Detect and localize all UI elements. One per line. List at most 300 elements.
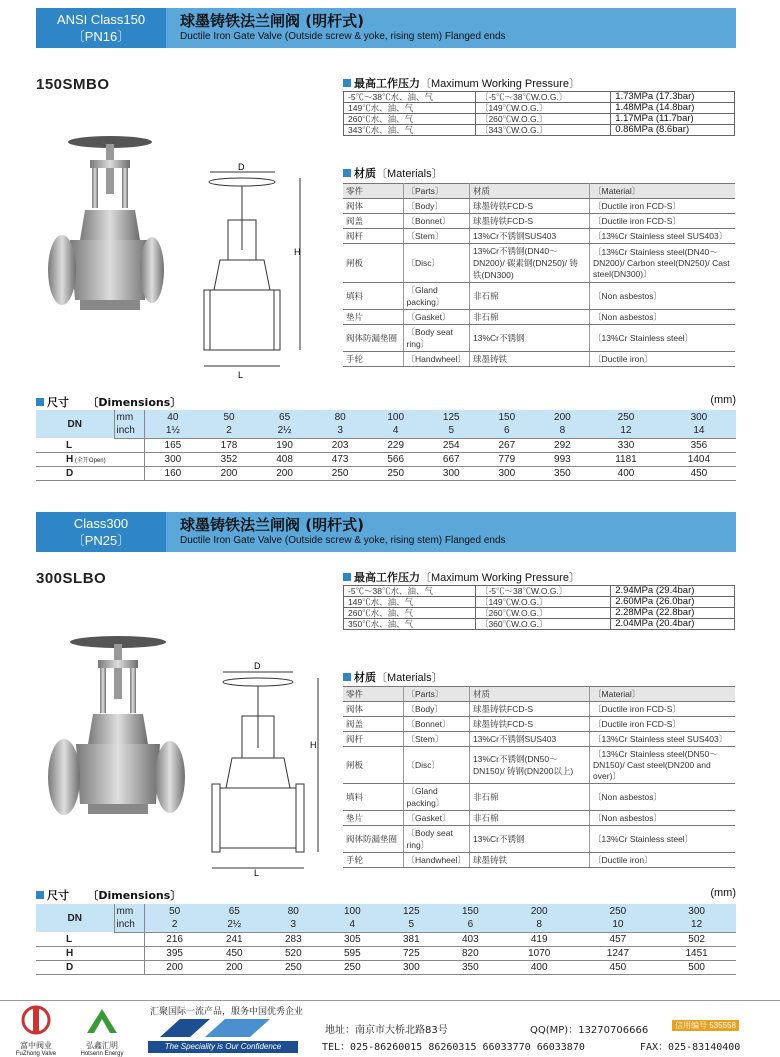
pressure-value: 2.28MPa (22.8bar) [611,608,735,619]
material-cn: 球墨铸铁FCD-S [470,702,590,717]
valve-drawing-2-svg [198,658,328,878]
section2-dimensions-heading: 尺寸 〔Dimensions〕 (mm) [36,887,736,903]
dim-inch-value: 1½ [144,424,201,438]
dim-inch-value: 8 [535,424,591,438]
dim-value: 667 [423,452,479,466]
dim-mm-row [36,904,736,918]
material-cn: 13%Cr不锈钢(DN50～DN150)/ 铸钢(DN200以上) [470,747,590,784]
dim-mm-value: 300 [662,410,736,424]
dim-value: 203 [312,438,368,452]
material-en: 〔13%Cr Stainless steel〕 [590,826,735,853]
materials-column-header: 材质 [470,184,590,199]
class-label: ANSI Class150 [56,12,146,27]
dim-value: 381 [382,932,441,946]
dim-value: 160 [144,466,201,480]
dim-mm-row [36,410,736,424]
materials-row [343,352,735,367]
section2-model: 300SLBO [36,570,107,587]
dim-value: 300 [423,466,479,480]
materials-row [343,747,735,784]
footer-address: 地址：南京市大桥北路83号 [325,1025,448,1036]
part-cn: 手轮 [343,853,403,868]
section1-title-en: Ductile Iron Gate Valve (Outside screw & yoke, rising stem) Flanged ends [180,31,506,42]
pressure-row [344,92,735,103]
material-en: 〔13%Cr Stainless steel SUS403〕 [590,732,735,747]
footer-tagline: The Speciality is Our Confidence [148,1041,298,1053]
part-cn: 垫片 [343,310,403,325]
materials-column-header: 〔Parts〕 [403,184,470,199]
section2-pressure-table [343,585,735,630]
part-en: 〔Handwheel〕 [403,352,470,367]
pressure-value: 2.04MPa (20.4bar) [611,619,735,630]
section1-pressure-heading: 最高工作压力〔Maximum Working Pressure〕 [343,75,580,91]
dim-inch-value: 5 [423,424,479,438]
materials-row [343,732,735,747]
dim-mm-value: 50 [201,410,257,424]
drawing-2-d-label: D [254,661,261,671]
section2-class-tag [36,512,166,552]
dim-value: 300 [144,452,201,466]
section2-dimensions-table [36,904,736,975]
pressure-value: 1.17MPa (11.7bar) [611,114,735,125]
dim-mm-value: 250 [579,904,658,918]
footer-slogan: 汇聚国际一流产品，服务中国优秀企业 [150,1007,304,1017]
pressure-condition-cn: 149℃水、油、气 [344,597,476,608]
dim-row-name: H [66,453,74,465]
material-cn: 非石棉 [470,283,590,310]
logo2-en: Hotsenn Energy [80,1051,124,1057]
square-bullet-icon [343,169,351,177]
logo1-en: FuZhong Valve [15,1051,57,1057]
pressure-value: 2.94MPa (29.4bar) [611,586,735,597]
dim-inch-value: 3 [312,424,368,438]
dim-row [36,466,736,480]
materials-row [343,214,735,229]
pressure-condition-en: 〔-5℃～38℃W.O.G.〕 [475,586,610,597]
dim-row-name: L [66,933,73,945]
footer [0,1000,780,1057]
materials-row [343,310,735,325]
logo1-cn: 富中阀业 [20,1041,52,1050]
pressure-condition-en: 〔260℃W.O.G.〕 [475,114,610,125]
dim-row [36,452,736,466]
dim-value: 457 [579,932,658,946]
dim-value: 1404 [662,452,736,466]
dim-value: 500 [657,960,736,974]
dim-value: 403 [441,932,500,946]
dim-inch-value: 6 [479,424,535,438]
dim-value: 216 [144,932,205,946]
material-cn: 13%Cr不锈钢SUS403 [470,732,590,747]
dim-value: 330 [590,438,662,452]
materials-column-header: 〔Material〕 [590,687,735,702]
dim-value: 267 [479,438,535,452]
material-cn: 13%Cr不锈钢 [470,325,590,352]
pressure-condition-cn: -5℃～38℃水、油、气 [344,586,476,597]
pressure-value: 0.86MPa (8.6bar) [611,125,735,136]
part-cn: 阀杆 [343,229,403,244]
materials-row [343,784,735,811]
pressure-condition-cn: 149℃水、油、气 [344,103,476,114]
dim-mm-value: 80 [264,904,323,918]
materials-row [343,199,735,214]
dim-value: 419 [500,932,579,946]
dim-mm-value: 100 [368,410,424,424]
part-en: 〔Handwheel〕 [403,853,470,868]
material-en: 〔13%Cr Stainless steel〕 [590,325,735,352]
dim-inch-value: 2 [201,424,257,438]
dim-mm-label: mm [114,904,144,918]
dim-value: 250 [368,466,424,480]
square-bullet-icon [343,573,351,581]
section2-materials-table [343,686,735,868]
material-cn: 球墨铸铁 [470,352,590,367]
dim-mm-value: 125 [423,410,479,424]
material-cn: 非石棉 [470,811,590,826]
dim-dn-label: DN [36,904,114,932]
materials-row [343,717,735,732]
square-bullet-icon [36,398,44,406]
dim-value: 473 [312,452,368,466]
material-en: 〔13%Cr Stainless steel(DN50～DN150)/ Cast steel(DN200 and over)〕 [590,747,735,784]
pressure-row [344,597,735,608]
dim-row-name: D [66,467,74,479]
dim-inch-row [36,918,736,932]
pn-label: 〔PN16〕 [71,29,131,44]
pressure-value: 2.60MPa (26.0bar) [611,597,735,608]
dim-dn-label: DN [36,410,114,438]
section1-dimensions-heading: 尺寸 〔Dimensions〕 (mm) [36,394,736,410]
material-cn: 球墨铸铁FCD-S [470,199,590,214]
dim-value: 356 [662,438,736,452]
materials-row [343,811,735,826]
dim-value: 200 [201,466,257,480]
materials-column-header: 零件 [343,184,403,199]
part-en: 〔Disc〕 [403,244,470,283]
dim-inch-row [36,424,736,438]
material-en: 〔Ductile iron FCD-S〕 [590,214,735,229]
dim-row-label [36,452,144,466]
dim-mm-value: 250 [590,410,662,424]
dim-row [36,438,736,452]
material-cn: 球墨铸铁FCD-S [470,717,590,732]
pressure-condition-cn: 260℃水、油、气 [344,114,476,125]
part-cn: 阀体防漏垫圈 [343,826,403,853]
part-en: 〔Gland packing〕 [403,283,470,310]
part-en: 〔Gasket〕 [403,310,470,325]
material-cn: 非石棉 [470,784,590,811]
part-cn: 填料 [343,283,403,310]
dim-inch-value: 3 [264,918,323,932]
pressure-value: 1.48MPa (14.8bar) [611,103,735,114]
dim-value: 400 [500,960,579,974]
dim-value: 229 [368,438,424,452]
square-bullet-icon [343,79,351,87]
pressure-condition-cn: 260℃水、油、气 [344,608,476,619]
part-en: 〔Body〕 [403,702,470,717]
material-cn: 13%Cr不锈钢SUS403 [470,229,590,244]
dim-value: 566 [368,452,424,466]
dim-value: 165 [144,438,201,452]
square-bullet-icon [36,891,44,899]
dim-value: 1247 [579,946,658,960]
pressure-condition-cn: -5℃～38℃水、油、气 [344,92,476,103]
dim-row-name: L [66,439,73,451]
dim-value: 283 [264,932,323,946]
materials-column-header: 〔Parts〕 [403,687,470,702]
dim-value: 779 [479,452,535,466]
dim-value: 200 [205,960,264,974]
dim-mm-value: 125 [382,904,441,918]
logo-fuzhong [6,1005,66,1057]
valve-photo-2-svg [38,632,188,822]
dim-row-label [36,960,144,974]
dim-mm-value: 40 [144,410,201,424]
part-en: 〔Gland packing〕 [403,784,470,811]
dim-inch-value: 4 [323,918,382,932]
valve-drawing-1-svg [190,160,310,380]
square-bullet-icon [343,673,351,681]
valve-photo-2 [38,632,188,822]
pn-label: 〔PN25〕 [71,533,131,548]
dim-row-label [36,932,144,946]
dim-inch-value: 2 [144,918,205,932]
credit-badge: 信用编号 535558 [672,1020,739,1031]
section2-title-cn: 球墨铸铁法兰闸阀 (明杆式) [180,516,364,534]
dim-value: 250 [264,960,323,974]
dim-value: 820 [441,946,500,960]
materials-row [343,826,735,853]
material-cn: 13%Cr不锈钢(DN40～DN200)/ 碳素钢(DN250)/ 铸铁(DN300) [470,244,590,283]
part-cn: 垫片 [343,811,403,826]
dim-unit: (mm) [710,394,736,406]
materials-column-header: 零件 [343,687,403,702]
pressure-row [344,586,735,597]
dim-mm-value: 80 [312,410,368,424]
part-cn: 阀体防漏垫圈 [343,325,403,352]
pressure-condition-en: 〔343℃W.O.G.〕 [475,125,610,136]
dim-value: 305 [323,932,382,946]
part-en: 〔Bonnet〕 [403,214,470,229]
dim-row-label [36,438,144,452]
dim-row-name: D [66,961,74,973]
logo2-cn: 弘鑫汇明 [86,1041,118,1050]
part-cn: 阀体 [343,702,403,717]
dim-inch-value: 4 [368,424,424,438]
dim-inch-label: inch [114,918,144,932]
dim-inch-label: inch [114,424,144,438]
dim-inch-value: 2½ [257,424,313,438]
materials-column-header: 材质 [470,687,590,702]
dim-value: 200 [257,466,313,480]
dim-mm-value: 200 [500,904,579,918]
part-en: 〔Stem〕 [403,229,470,244]
material-cn: 非石棉 [470,310,590,325]
dim-mm-value: 65 [205,904,264,918]
materials-row [343,244,735,283]
dim-mm-value: 100 [323,904,382,918]
section2-pressure-heading: 最高工作压力〔Maximum Working Pressure〕 [343,569,580,585]
dim-value: 241 [205,932,264,946]
dim-row [36,960,736,974]
pressure-condition-en: 〔-5℃～38℃W.O.G.〕 [475,92,610,103]
part-en: 〔Stem〕 [403,732,470,747]
drawing-1-l-label: L [238,370,244,380]
drawing-1-d-label: D [238,162,245,172]
dim-value: 450 [662,466,736,480]
dim-value: 520 [264,946,323,960]
class-label: Class300 [73,516,129,531]
part-cn: 阀盖 [343,717,403,732]
dim-value: 400 [590,466,662,480]
dim-mm-value: 200 [535,410,591,424]
part-cn: 阀杆 [343,732,403,747]
dim-value: 408 [257,452,313,466]
pressure-condition-en: 〔149℃W.O.G.〕 [475,597,610,608]
valve-drawing-2 [198,658,328,878]
section1-materials-heading: 材质〔Materials〕 [343,165,443,181]
dim-value: 450 [579,960,658,974]
material-en: 〔Ductile iron〕 [590,352,735,367]
dim-mm-value: 150 [441,904,500,918]
material-en: 〔13%Cr Stainless steel(DN40～DN200)/ Carbon steel(DN250)/ Cast steel(DN300)〕 [590,244,735,283]
drawing-1-h-label: H [294,247,301,257]
dim-inch-value: 6 [441,918,500,932]
section1-pressure-table [343,91,735,136]
dim-mm-label: mm [114,410,144,424]
fuzhong-logo-icon [16,1005,56,1035]
pressure-row [344,103,735,114]
dim-mm-value: 300 [657,904,736,918]
dim-row-name: H [66,947,74,959]
pressure-value: 1.73MPa (17.3bar) [611,92,735,103]
dim-row-label [36,946,144,960]
section1-materials-table [343,183,735,367]
dim-row-label [36,466,144,480]
dim-value: 450 [205,946,264,960]
footer-qq: QQ(MP)：13270706666 [530,1025,649,1036]
dim-inch-value: 12 [590,424,662,438]
dim-row [36,946,736,960]
dim-mm-value: 150 [479,410,535,424]
materials-header-row [343,184,735,199]
dim-mm-value: 50 [144,904,205,918]
materials-column-header: 〔Material〕 [590,184,735,199]
material-cn: 球墨铸铁 [470,853,590,868]
part-cn: 闸板 [343,747,403,784]
valve-drawing-1 [190,160,310,380]
dim-unit: (mm) [710,887,736,899]
part-en: 〔Gasket〕 [403,811,470,826]
material-en: 〔Non asbestos〕 [590,283,735,310]
material-en: 〔Ductile iron FCD-S〕 [590,199,735,214]
pressure-row [344,125,735,136]
section1-class-tag [36,8,166,48]
materials-row [343,325,735,352]
section2-materials-heading: 材质〔Materials〕 [343,669,443,685]
dim-value: 1070 [500,946,579,960]
dim-inch-value: 14 [662,424,736,438]
valve-photo-1-svg [40,130,165,320]
pressure-condition-cn: 350℃水、油、气 [344,619,476,630]
part-cn: 手轮 [343,352,403,367]
materials-row [343,229,735,244]
part-en: 〔Body〕 [403,199,470,214]
dim-value: 395 [144,946,205,960]
part-en: 〔Body seat ring〕 [403,325,470,352]
dim-inch-value: 8 [500,918,579,932]
footer-fax: FAX：025-83140400 [640,1042,741,1053]
materials-row [343,283,735,310]
part-cn: 填料 [343,784,403,811]
pressure-condition-cn: 343℃水、油、气 [344,125,476,136]
dim-row [36,932,736,946]
pressure-condition-en: 〔149℃W.O.G.〕 [475,103,610,114]
material-en: 〔Non asbestos〕 [590,811,735,826]
material-en: 〔Non asbestos〕 [590,784,735,811]
drawing-2-h-label: H [310,740,317,750]
dim-value: 350 [441,960,500,974]
pressure-condition-en: 〔360℃W.O.G.〕 [475,619,610,630]
part-cn: 阀盖 [343,214,403,229]
dim-value: 190 [257,438,313,452]
pressure-row [344,114,735,125]
dim-value: 502 [657,932,736,946]
material-en: 〔Ductile iron〕 [590,853,735,868]
material-en: 〔Non asbestos〕 [590,310,735,325]
materials-row [343,702,735,717]
dim-inch-value: 10 [579,918,658,932]
dim-value: 725 [382,946,441,960]
dim-inch-value: 2½ [205,918,264,932]
brand-logo-icon [150,1017,290,1039]
footer-tel: TEL：025-86260015 86260315 66033770 66033870 [322,1042,585,1053]
part-en: 〔Disc〕 [403,747,470,784]
part-en: 〔Body seat ring〕 [403,826,470,853]
dim-value: 250 [323,960,382,974]
dim-value: 200 [144,960,205,974]
valve-photo-1 [40,130,165,320]
material-en: 〔13%Cr Stainless steel SUS403〕 [590,229,735,244]
dim-value: 595 [323,946,382,960]
material-en: 〔Ductile iron FCD-S〕 [590,717,735,732]
dim-inch-value: 5 [382,918,441,932]
material-cn: 球墨铸铁FCD-S [470,214,590,229]
dim-row-note: (全开Open) [73,457,106,464]
part-cn: 阀体 [343,199,403,214]
dim-value: 993 [535,452,591,466]
material-en: 〔Ductile iron FCD-S〕 [590,702,735,717]
dim-value: 254 [423,438,479,452]
part-en: 〔Bonnet〕 [403,717,470,732]
pressure-condition-en: 〔260℃W.O.G.〕 [475,608,610,619]
brand-logo [150,1017,290,1039]
materials-row [343,853,735,868]
section1-model: 150SMBO [36,76,110,93]
logo-hongxin [72,1005,132,1057]
pressure-row [344,608,735,619]
dim-value: 300 [479,466,535,480]
dim-value: 350 [535,466,591,480]
section2-title-en: Ductile Iron Gate Valve (Outside screw & yoke, rising stem) Flanged ends [180,535,506,546]
materials-header-row [343,687,735,702]
part-cn: 闸板 [343,244,403,283]
dim-value: 292 [535,438,591,452]
dim-value: 1181 [590,452,662,466]
material-cn: 13%Cr不锈钢 [470,826,590,853]
dim-value: 1451 [657,946,736,960]
section1-dimensions-table [36,410,736,481]
